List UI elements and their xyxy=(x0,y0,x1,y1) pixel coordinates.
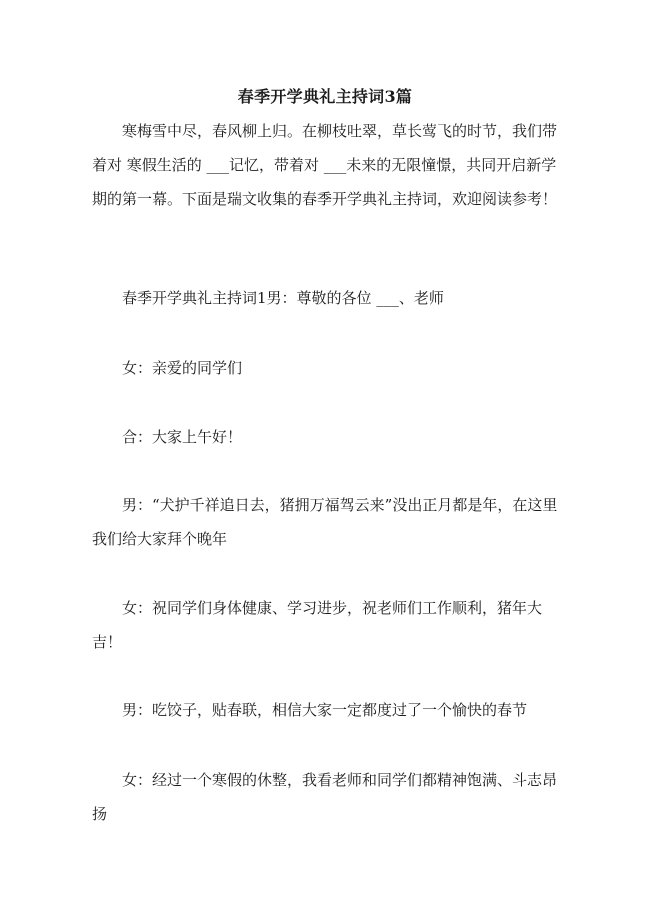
paragraph-male-new-year: 男：“犬护千祥追日去，猪拥万福驾云来”没出正月都是年，在这里我们给大家拜个晚年 xyxy=(92,496,558,548)
document-title: 春季开学典礼主持词3篇 xyxy=(237,87,413,106)
intro-paragraph: 寒梅雪中尽，春风柳上归。在柳枝吐翠，草长莺飞的时节，我们带着对 寒假生活的 ___记忆，带着对 ___未来的无限憧憬，共同开启新学期的第一幕。下面是瑞文收集的春季开学典礼主持词，欢迎阅读参考！ xyxy=(92,122,558,208)
paragraph-female-spirit: 女：经过一个寒假的休整，我看老师和同学们都精神饱满、斗志昂扬 xyxy=(92,771,558,823)
paragraph-female-greeting: 女：亲爱的同学们 xyxy=(122,359,243,377)
paragraph-host-opening: 春季开学典礼主持词1男：尊敬的各位 ___、老师 xyxy=(122,289,444,307)
paragraph-together-greeting: 合：大家上午好！ xyxy=(122,428,243,446)
paragraph-male-spring-festival: 男：吃饺子，贴春联，相信大家一定都度过了一个愉快的春节 xyxy=(122,701,528,719)
paragraph-female-wishes: 女：祝同学们身体健康、学习进步，祝老师们工作顺利，猪年大吉！ xyxy=(92,599,543,651)
